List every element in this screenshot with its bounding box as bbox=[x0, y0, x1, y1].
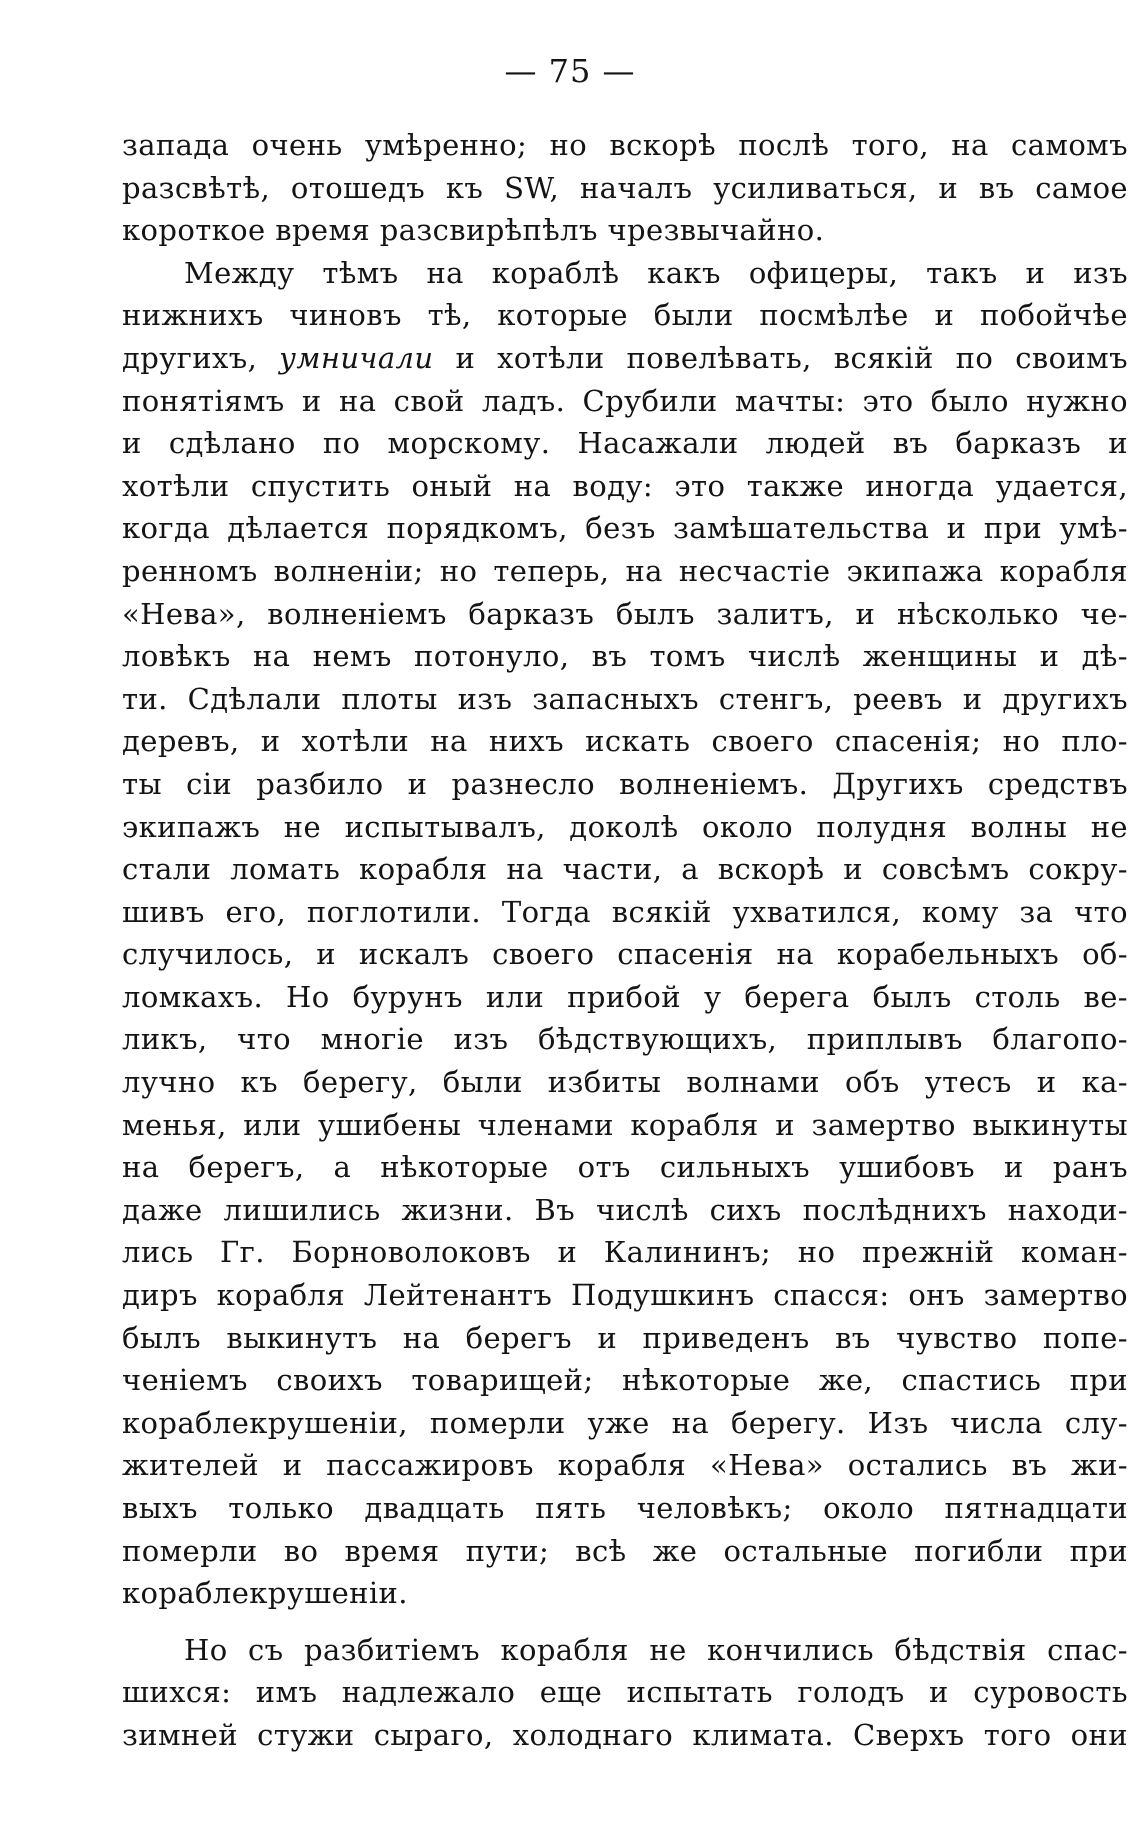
text-line: «Нева», волненіемъ барказъ былъ залитъ, и нѣсколько че- bbox=[122, 596, 1128, 631]
paragraph-start-line: Но съ разбитіемъ корабля не кончились бѣдствія спас- bbox=[184, 1632, 1128, 1667]
text-line: диръ корабля Лейтенантъ Подушкинъ спасся: онъ замертво bbox=[122, 1278, 1128, 1313]
text-line: понятіямъ и на свой ладъ. Срубили мачты: это было нужно bbox=[122, 383, 1128, 418]
emphasized-word: умничали bbox=[279, 340, 434, 375]
text-line: ловѣкъ на немъ потонуло, въ томъ числѣ женщины и дѣ- bbox=[122, 639, 1128, 674]
page-number: — 75 — bbox=[504, 52, 636, 90]
text-line: случилось, и искалъ своего спасенія на корабельныхъ об- bbox=[122, 937, 1128, 972]
text-line: лучно къ берегу, были избиты волнами объ утесъ и ка- bbox=[122, 1065, 1128, 1100]
text-line: ти. Сдѣлали плоты изъ запасныхъ стенгъ, реевъ и другихъ bbox=[122, 681, 1128, 716]
text-line: короткое время разсвирѣпѣлъ чрезвычайно. bbox=[122, 213, 825, 248]
text-line: кораблекрушеніи, померли уже на берегу. Изъ числа слу- bbox=[122, 1405, 1128, 1440]
text-line: ликъ, что многіе изъ бѣдствующихъ, приплывъ благопо- bbox=[122, 1022, 1128, 1057]
text-line: выхъ только двадцать пять человѣкъ; около пятнадцати bbox=[122, 1491, 1128, 1525]
text-line: ты сіи разбило и разнесло волненіемъ. Другихъ средствъ bbox=[122, 766, 1128, 801]
text-line: шивъ его, поглотили. Тогда всякій ухватился, кому за что bbox=[122, 894, 1128, 929]
text-line: на берегъ, а нѣкоторые отъ сильныхъ ушибовъ и ранъ bbox=[122, 1150, 1128, 1185]
text-line: когда дѣлается порядкомъ, безъ замѣшательства и при умѣ- bbox=[122, 511, 1128, 546]
text-line: кораблекрушеніи. bbox=[122, 1576, 408, 1611]
text-line: ренномъ волненіи; но теперь, на несчастіе экипажа корабля bbox=[122, 553, 1128, 588]
paragraph-start-line: Между тѣмъ на кораблѣ какъ офицеры, такъ и изъ bbox=[184, 255, 1128, 290]
text-line: жителей и пассажировъ корабля «Нева» остались въ жи- bbox=[122, 1448, 1128, 1483]
text-line: зимней стужи сыраго, холоднаго климата. Сверхъ того они bbox=[122, 1717, 1128, 1752]
text-line: былъ выкинутъ на берегъ и приведенъ въ чувство попе- bbox=[122, 1320, 1128, 1355]
text-line: ломкахъ. Но бурунъ или прибой у берега былъ столь ве- bbox=[122, 979, 1128, 1014]
text-line: хотѣли спустить оный на воду: это также иногда удается, bbox=[122, 468, 1128, 503]
text-line: даже лишились жизни. Въ числѣ сихъ послѣднихъ находи- bbox=[122, 1192, 1128, 1227]
text-line: шихся: имъ надлежало еще испытать голодъ и суровость bbox=[122, 1675, 1128, 1710]
text-line: лись Гг. Борноволоковъ и Калининъ; но прежній коман- bbox=[122, 1235, 1128, 1270]
text-line: разсвѣтѣ, отошедъ къ SW, началъ усиливаться, и въ самое bbox=[122, 170, 1128, 205]
text-line: померли во время пути; всѣ же остальные погибли при bbox=[122, 1533, 1128, 1568]
text-line: деревъ, и хотѣли на нихъ искать своего спасенія; но пло- bbox=[122, 724, 1128, 759]
text-line: нижнихъ чиновъ тѣ, которые были посмѣлѣе и побойчѣе bbox=[122, 298, 1128, 333]
text-line: запада очень умѣренно; но вскорѣ послѣ того, на самомъ bbox=[122, 128, 1128, 162]
text-line: и сдѣлано по морскому. Насажали людей въ барказъ и bbox=[122, 426, 1128, 461]
text-line: стали ломать корабля на части, а вскорѣ и совсѣмъ сокру- bbox=[122, 852, 1128, 887]
text-line: ченіемъ своихъ товарищей; нѣкоторые же, спастись при bbox=[122, 1363, 1128, 1398]
text-body bbox=[122, 124, 1128, 1757]
text-line: менья, или ушибены членами корабля и замертво выкинуты bbox=[122, 1107, 1128, 1142]
text-line: экипажъ не испытывалъ, доколѣ около полудня волны не bbox=[122, 809, 1128, 844]
text-line-with-emphasis: другихъ, умничали и хотѣли повелѣвать, всякій по своимъ bbox=[122, 340, 1128, 375]
